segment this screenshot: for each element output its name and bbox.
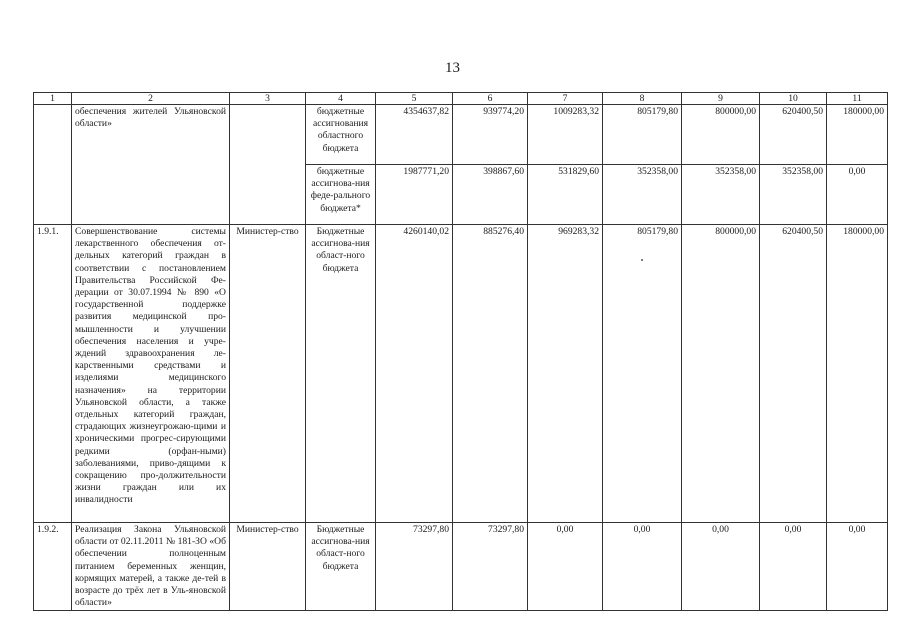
column-number: 7 [528,93,603,105]
amount-year: 620400,50 [760,105,827,165]
amount-year: 800000,00 [682,105,760,165]
page-number: 13 [445,60,460,76]
row-number: 1.9.2. [34,523,72,611]
funding-source: бюджетные ассигнова-ния феде-рального бюджета* [306,165,376,225]
amount-year: 0,00 [827,165,888,225]
row-number: 1.9.1. [34,225,72,523]
funding-source: Бюджетные ассигнова-ния област-ного бюджета [306,225,376,523]
amount-year: 0,00 [603,523,682,611]
column-number: 11 [827,93,888,105]
amount-year: 800000,00 [682,225,760,523]
column-number: 2 [72,93,230,105]
amount-year: 180000,00 [827,225,888,523]
funding-source: Бюджетные ассигнова-ния област-ного бюджета [306,523,376,611]
amount-year: 531829,60 [528,165,603,225]
amount-total: 1987771,20 [376,165,453,225]
column-number: 9 [682,93,760,105]
amount-year: 352358,00 [682,165,760,225]
amount-year: 0,00 [827,523,888,611]
row-number [34,105,72,225]
amount-total: 4260140,02 [376,225,453,523]
amount-year: 969283,32 [528,225,603,523]
amount-year: 352358,00 [760,165,827,225]
measure-name: обеспечения жителей Ульяновской области» [72,105,230,225]
column-number-row [34,93,888,105]
amount-total: 73297,80 [376,523,453,611]
amount-year: 939774,20 [453,105,528,165]
budget-table [33,92,888,611]
column-number: 1 [34,93,72,105]
scan-artifact [641,259,643,261]
column-number: 6 [453,93,528,105]
column-number: 10 [760,93,827,105]
executor [230,105,306,225]
measure-name: Реализация Закона Ульяновской области от 02.11.2011 № 181-ЗО «Об обеспечении полноценным питанием беременных женщин, кормящих матерей, а также де-тей в возрасте до трёх лет в Уль-яновской области» [72,523,230,611]
amount-year: 0,00 [682,523,760,611]
amount-year: 805179,80 [603,105,682,165]
amount-year: 73297,80 [453,523,528,611]
amount-year: 352358,00 [603,165,682,225]
executor: Министер-ство [230,523,306,611]
amount-year: 620400,50 [760,225,827,523]
amount-year: 885276,40 [453,225,528,523]
column-number: 4 [306,93,376,105]
table-row [34,105,888,165]
funding-source: бюджетные ассигнования областного бюджета [306,105,376,165]
amount-year: 805179,80 [603,225,682,523]
amount-year: 0,00 [528,523,603,611]
amount-total: 4354637,82 [376,105,453,165]
table-row [34,225,888,523]
column-number: 3 [230,93,306,105]
measure-name: Совершенствование системы лекарственного обеспечения от-дельных категорий граждан в соответствии с постановлением Правительства Российской Фе-дерации от 30.07.1994 № 890 «О государственной поддержке развития медицинской про-мышленности и улучшении обеспечения населения и учре-ждений здравоохранения ле-карственными средствами и изделиями медицинского назначения» на территории Ульяновской области, а также отдельных категорий граждан, страдающих жизнеугрожаю-щими и хроническими прогрес-сирующими редкими (орфан-ными) заболеваниями, приво-дящими к сокращению про-должительности жизни граждан или их инвалидности [72,225,230,523]
executor: Министер-ство [230,225,306,523]
amount-year: 0,00 [760,523,827,611]
amount-year: 398867,60 [453,165,528,225]
column-number: 8 [603,93,682,105]
table-row [34,523,888,611]
amount-year: 1009283,32 [528,105,603,165]
column-number: 5 [376,93,453,105]
amount-year: 180000,00 [827,105,888,165]
